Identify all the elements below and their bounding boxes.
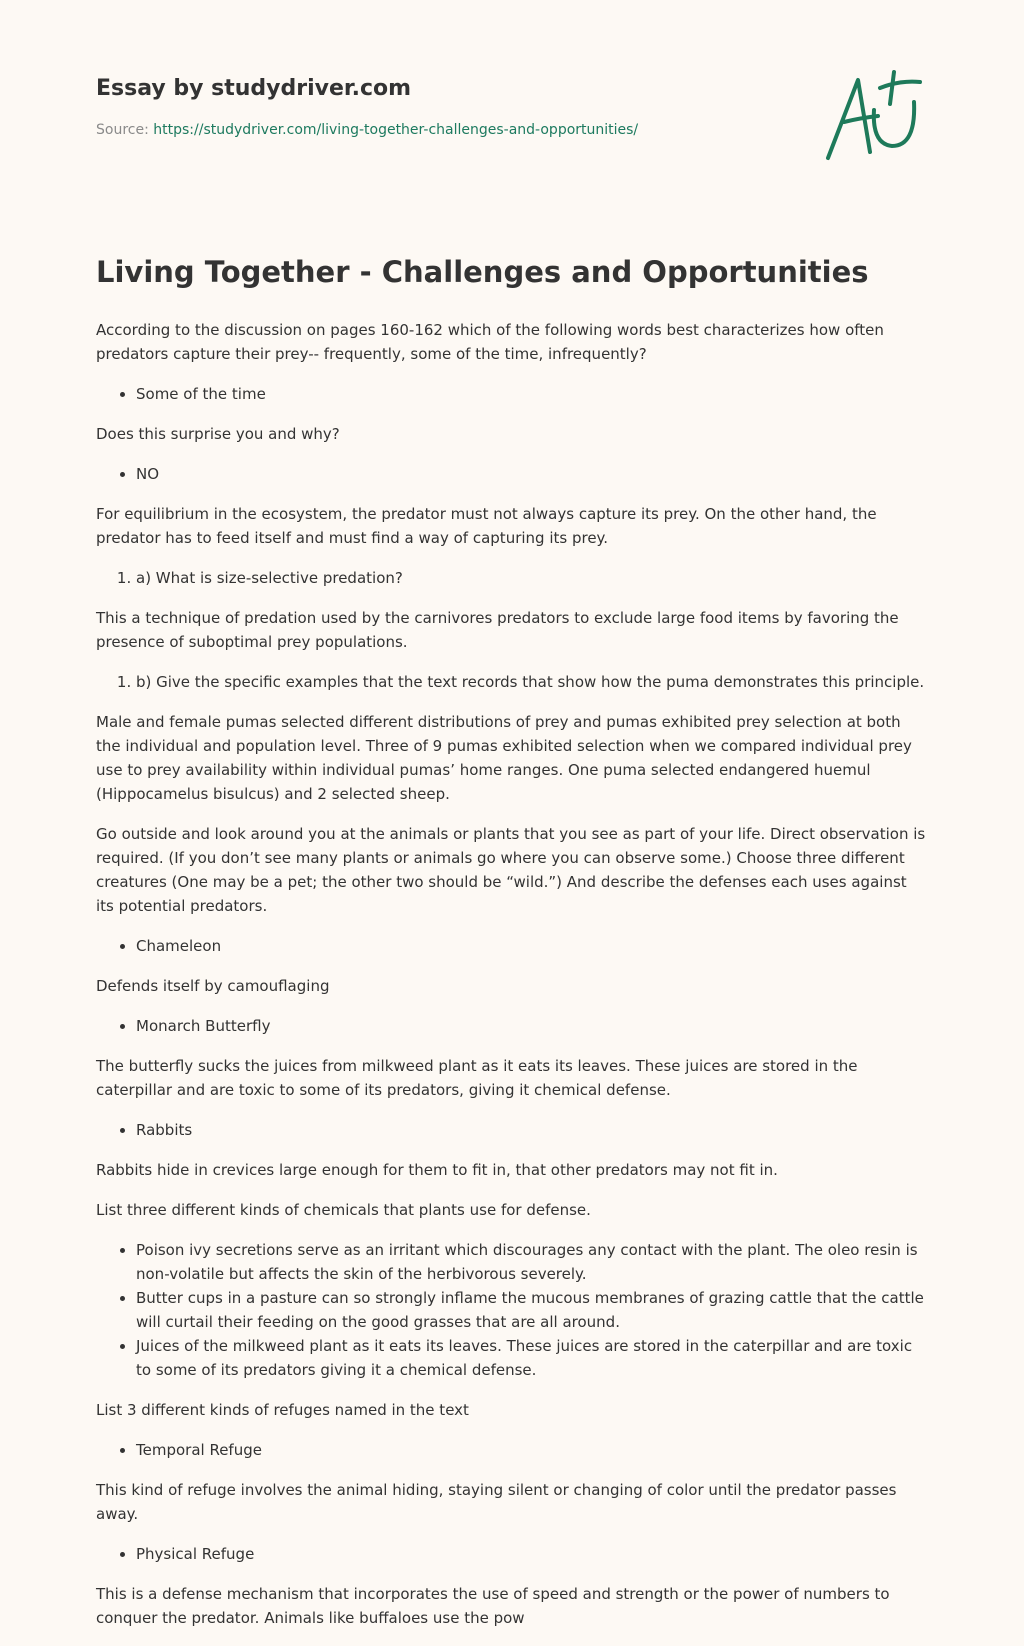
list-item: • Poison ivy secretions serve as an irritant which discourages any contact with the plant. The oleo resin is non-volatile but affects the skin of the herbivorous severely.	[136, 1238, 928, 1286]
source-label: Source:	[96, 122, 154, 138]
refuge-list	[96, 1438, 928, 1462]
list-item: • Monarch Butterfly	[136, 1014, 928, 1038]
site-title: Essay by studydriver.com	[96, 76, 412, 101]
question-list	[96, 566, 928, 590]
source-line	[96, 120, 736, 140]
creature-list	[96, 1014, 928, 1038]
list-item: • Rabbits	[136, 1118, 928, 1142]
answer-list	[96, 382, 928, 406]
essay-title: Living Together - Challenges and Opportunities	[96, 255, 869, 289]
refuge-list	[96, 1542, 928, 1566]
body-paragraph: This a technique of predation used by the carnivores predators to exclude large food items by favoring the presence of suboptimal prey populations.	[96, 609, 899, 651]
list-item: • NO	[136, 462, 928, 486]
creature-list	[96, 934, 928, 958]
question-list	[96, 670, 928, 694]
list-item: • Some of the time	[136, 382, 928, 406]
body-paragraph: Rabbits hide in crevices large enough for them to fit in, that other predators may not fit in.	[96, 1161, 778, 1179]
answer-list	[96, 462, 928, 486]
body-paragraph: For equilibrium in the ecosystem, the predator must not always capture its prey. On the other hand, the predator has to feed itself and must find a way of capturing its prey.	[96, 505, 877, 547]
header	[96, 72, 736, 140]
list-item: • Chameleon	[136, 934, 928, 958]
body-paragraph: This is a defense mechanism that incorporates the use of speed and strength or the power of numbers to conquer the predator. Animals like buffaloes use the pow	[96, 1585, 890, 1627]
list-item: • Temporal Refuge	[136, 1438, 928, 1462]
question-paragraph: List three different kinds of chemicals that plants use for defense.	[96, 1201, 591, 1219]
body-paragraph: Defends itself by camouflaging	[96, 977, 330, 995]
creature-list	[96, 1118, 928, 1142]
body-paragraph: Go outside and look around you at the animals or plants that you see as part of your life. Direct observation is required. (If you don’t see many plants or animals go where you can observe some.) Choose three different creatures (One may be a pet; the other two should be “wild.”) And describe the defenses each uses against its potential predators.	[96, 825, 926, 915]
body-paragraph: This kind of refuge involves the animal hiding, staying silent or changing of color until the predator passes away.	[96, 1481, 897, 1523]
list-item: 1. a) What is size-selective predation?	[136, 566, 928, 590]
body-paragraph: The butterfly sucks the juices from milkweed plant as it eats its leaves. These juices are stored in the caterpillar and are toxic to some of its predators, giving it chemical defense.	[96, 1057, 858, 1099]
body-paragraph: Male and female pumas selected different distributions of prey and pumas exhibited prey selection at both the individual and population level. Three of 9 pumas exhibited selection when we compared individual prey use to prey availability within individual pumas’ home ranges. One puma selected endangered huemul (Hippocamelus bisulcus) and 2 selected sheep.	[96, 713, 912, 803]
source-link[interactable]: https://studydriver.com/living-together-challenges-and-opportunities/	[153, 122, 639, 138]
list-item: • Physical Refuge	[136, 1542, 928, 1566]
question-paragraph: Does this surprise you and why?	[96, 425, 340, 443]
chemicals-list	[96, 1238, 928, 1382]
question-paragraph: List 3 different kinds of refuges named in the text	[96, 1401, 469, 1419]
a-plus-logo-icon	[820, 66, 930, 166]
question-paragraph: According to the discussion on pages 160-162 which of the following words best characterizes how often predators capture their prey-- frequently, some of the time, infrequently?	[96, 321, 884, 363]
list-item: 1. b) Give the specific examples that the text records that show how the puma demonstrates this principle.	[136, 670, 928, 694]
essay-content	[96, 250, 928, 1646]
list-item: • Butter cups in a pasture can so strongly inflame the mucous membranes of grazing cattle that the cattle will curtail their feeding on the good grasses that are all around.	[136, 1286, 928, 1334]
list-item: • Juices of the milkweed plant as it eats its leaves. These juices are stored in the caterpillar and are toxic to some of its predators giving it a chemical defense.	[136, 1334, 928, 1382]
